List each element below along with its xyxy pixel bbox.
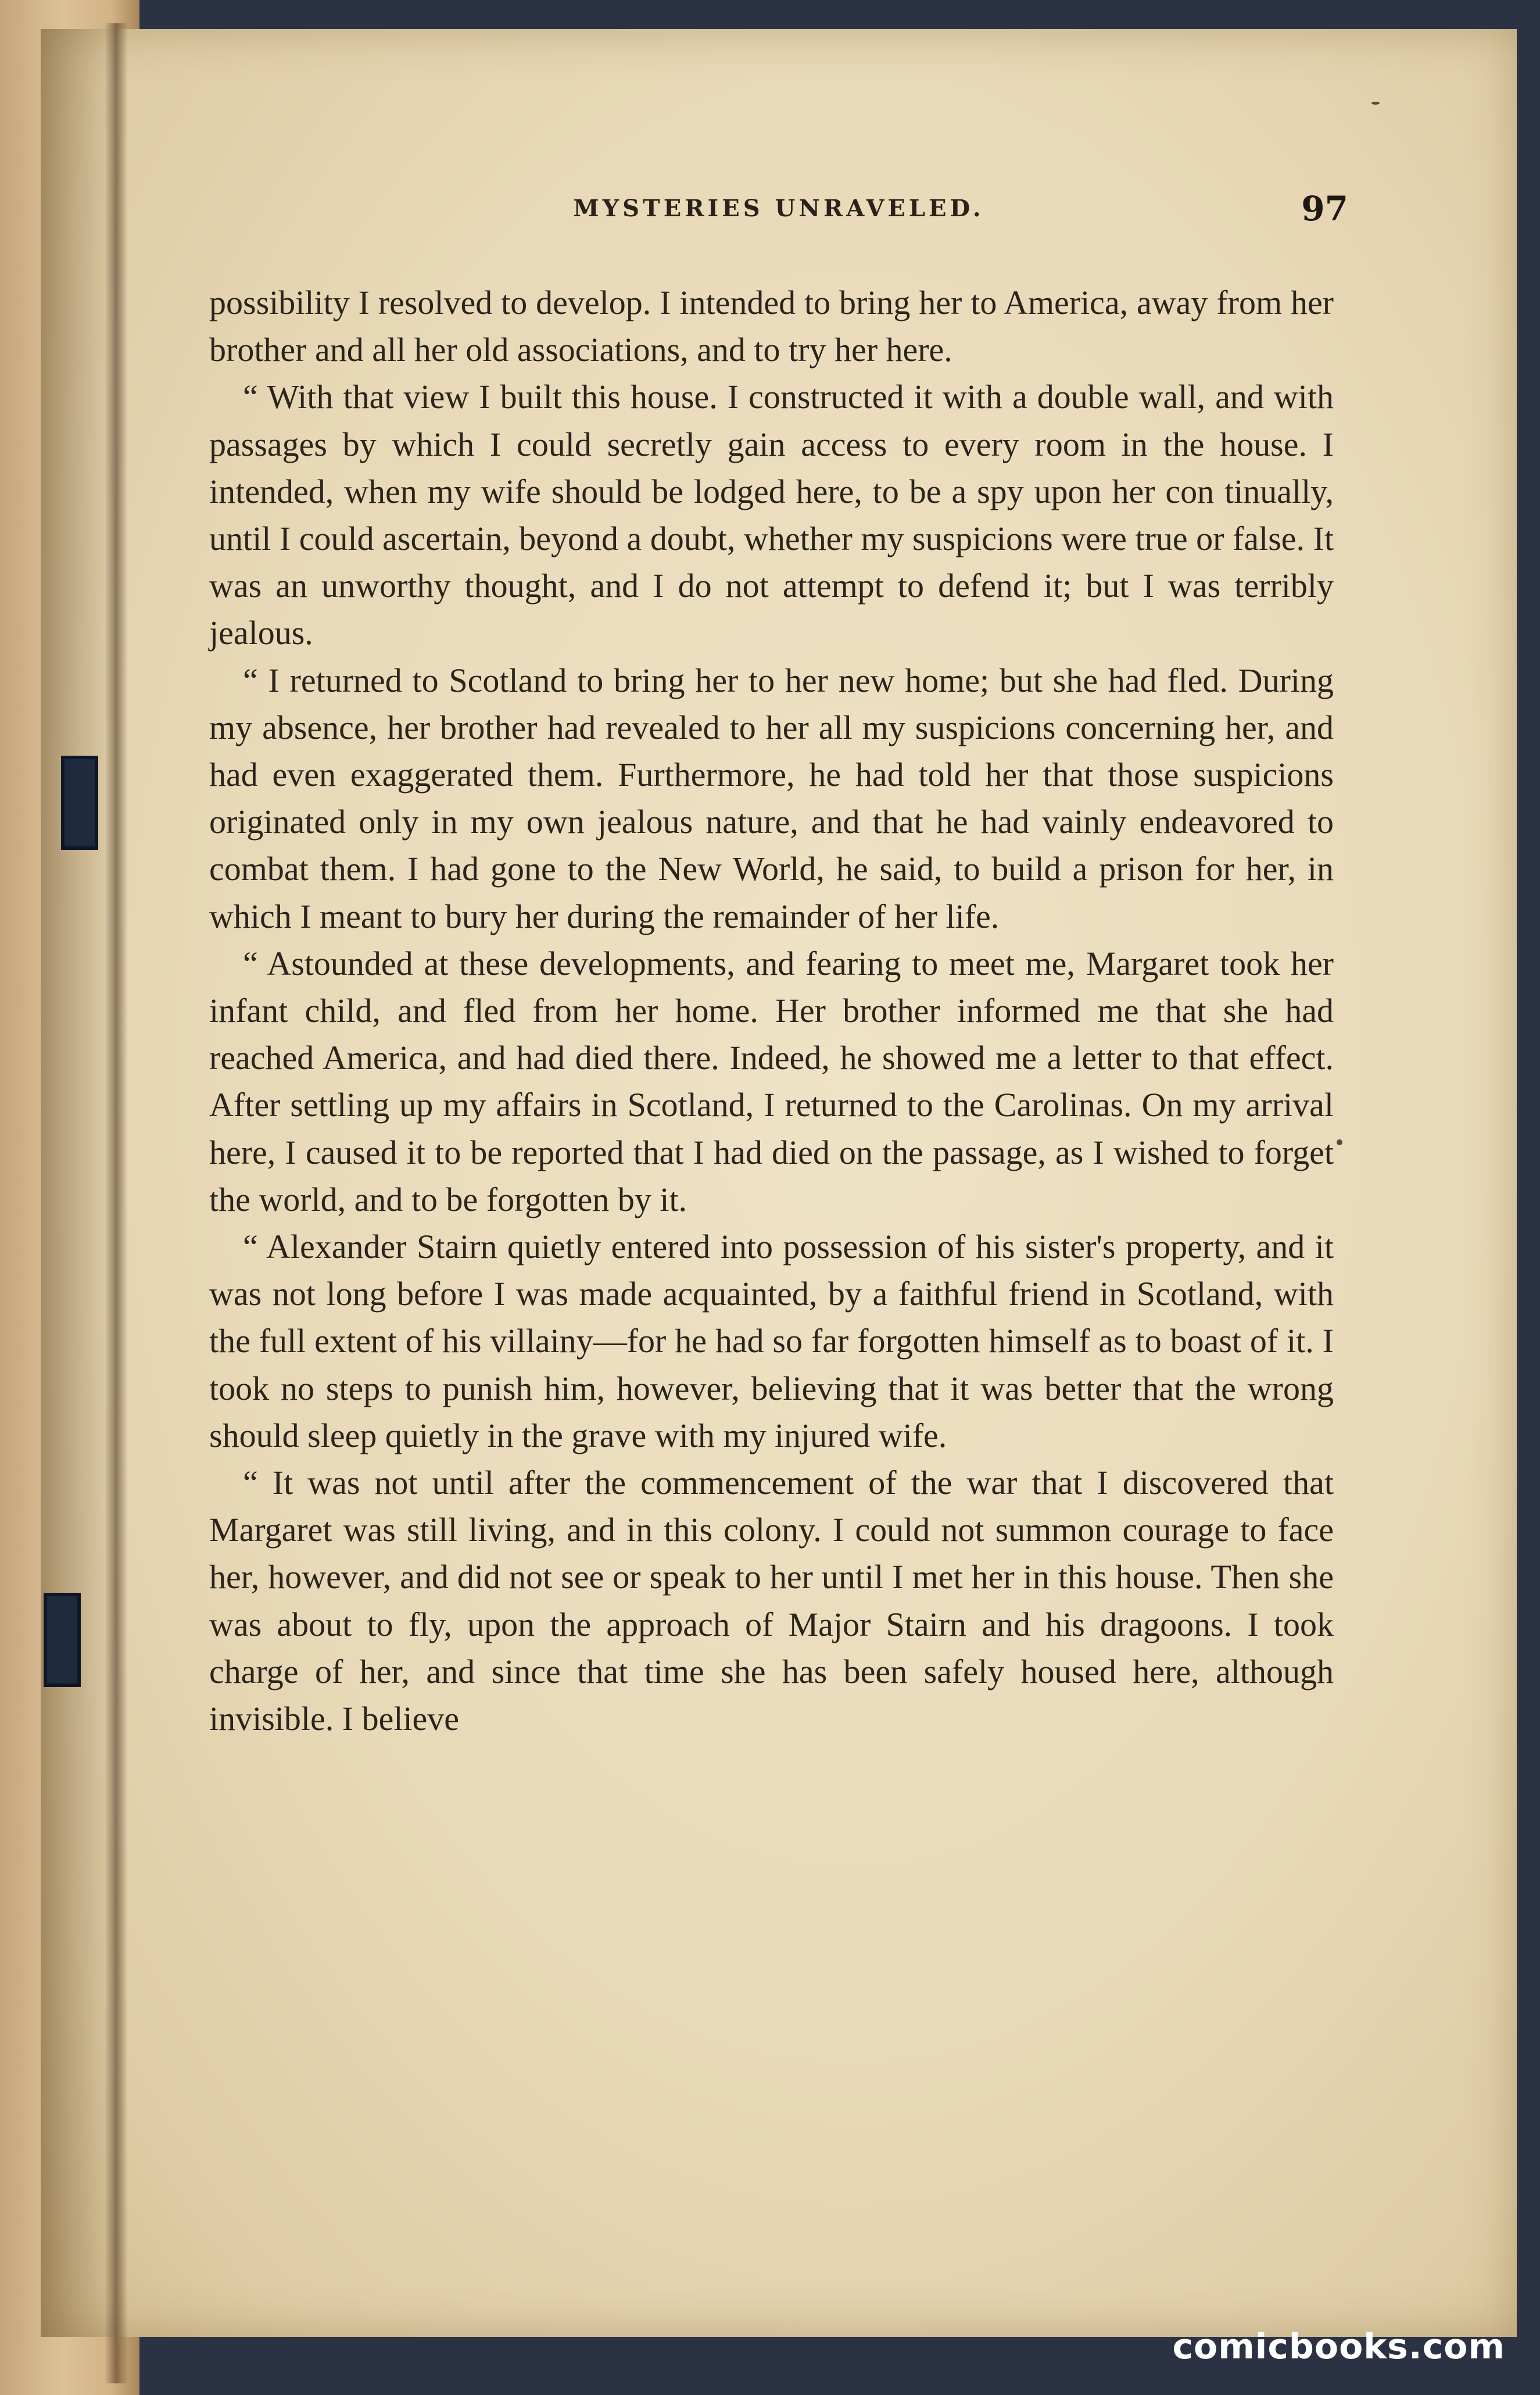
paragraph: possibility I resolved to develop. I intended to bring her to America, away from her brother and all her old associations, and to try her here. — [209, 284, 1334, 369]
binding-gutter — [105, 23, 128, 2383]
page-number: 97 — [1301, 189, 1348, 228]
binding-staple-bottom — [44, 1593, 81, 1687]
paragraph: “ I returned to Scotland to bring her to her new home; but she had fled. During my absence, her brother had revealed to her all my suspicions concerning her, and had even exaggerated them. Furthermore, he had told her that those suspicions originated only in my own jealous nature, and that he had vainly endeavored to combat them. I had gone to the New World, he said, to build a prison for her, in which I meant to bury her during the remainder of her life. — [209, 661, 1334, 935]
binding-staple-top — [61, 756, 98, 850]
site-watermark: comicbooks.com — [1172, 2326, 1505, 2367]
paper-speck — [1337, 1139, 1342, 1145]
paragraph: “ With that view I built this house. I constructed it with a double wall, and with passages by which I could secretly gain access to every room in the house. I intended, when my wife should be lodged here, to be a spy upon her con tinually, until I could ascertain, beyond a doubt, whether my suspicions were true or false. It was an unworthy thought, and I do not attempt to defend it; but I was terribly jealous. — [209, 378, 1334, 652]
paragraph: “ Astounded at these developments, and fearing to meet me, Margaret took her infant child, and fled from her home. Her brother informed me that she had reached America, and had died there. Indeed, he showed me a letter to that effect. After settling up my affairs in Scotland, I returned to the Carolinas. On my arrival here, I caused it to be reported that I had died on the passage, as I wished to forget the world, and to be forgotten by it. — [209, 944, 1334, 1218]
paragraph: “ It was not until after the commencement of the war that I discovered that Margaret was still living, and in this colony. I could not summon courage to face her, however, and did not see or speak to her until I met her in this house. Then she was about to fly, upon the approach of Major Stairn and his dragoons. I took charge of her, and since that time she has been safely housed here, although invisible. I believe — [209, 1464, 1334, 1738]
page-header — [209, 189, 1348, 235]
running-head: MYSTERIES UNRAVELED. — [573, 195, 984, 222]
body-text — [209, 279, 1334, 1742]
paper-speck — [1371, 102, 1380, 105]
paragraph: “ Alexander Stairn quietly entered into possession of his sister's property, and it was not long before I was made acquainted, by a faithful friend in Scotland, with the full extent of his villainy—for he had so far forgotten himself as to boast of it. I took no steps to punish him, however, believing that it was better that the wrong should sleep quietly in the grave with my injured wife. — [209, 1228, 1334, 1454]
